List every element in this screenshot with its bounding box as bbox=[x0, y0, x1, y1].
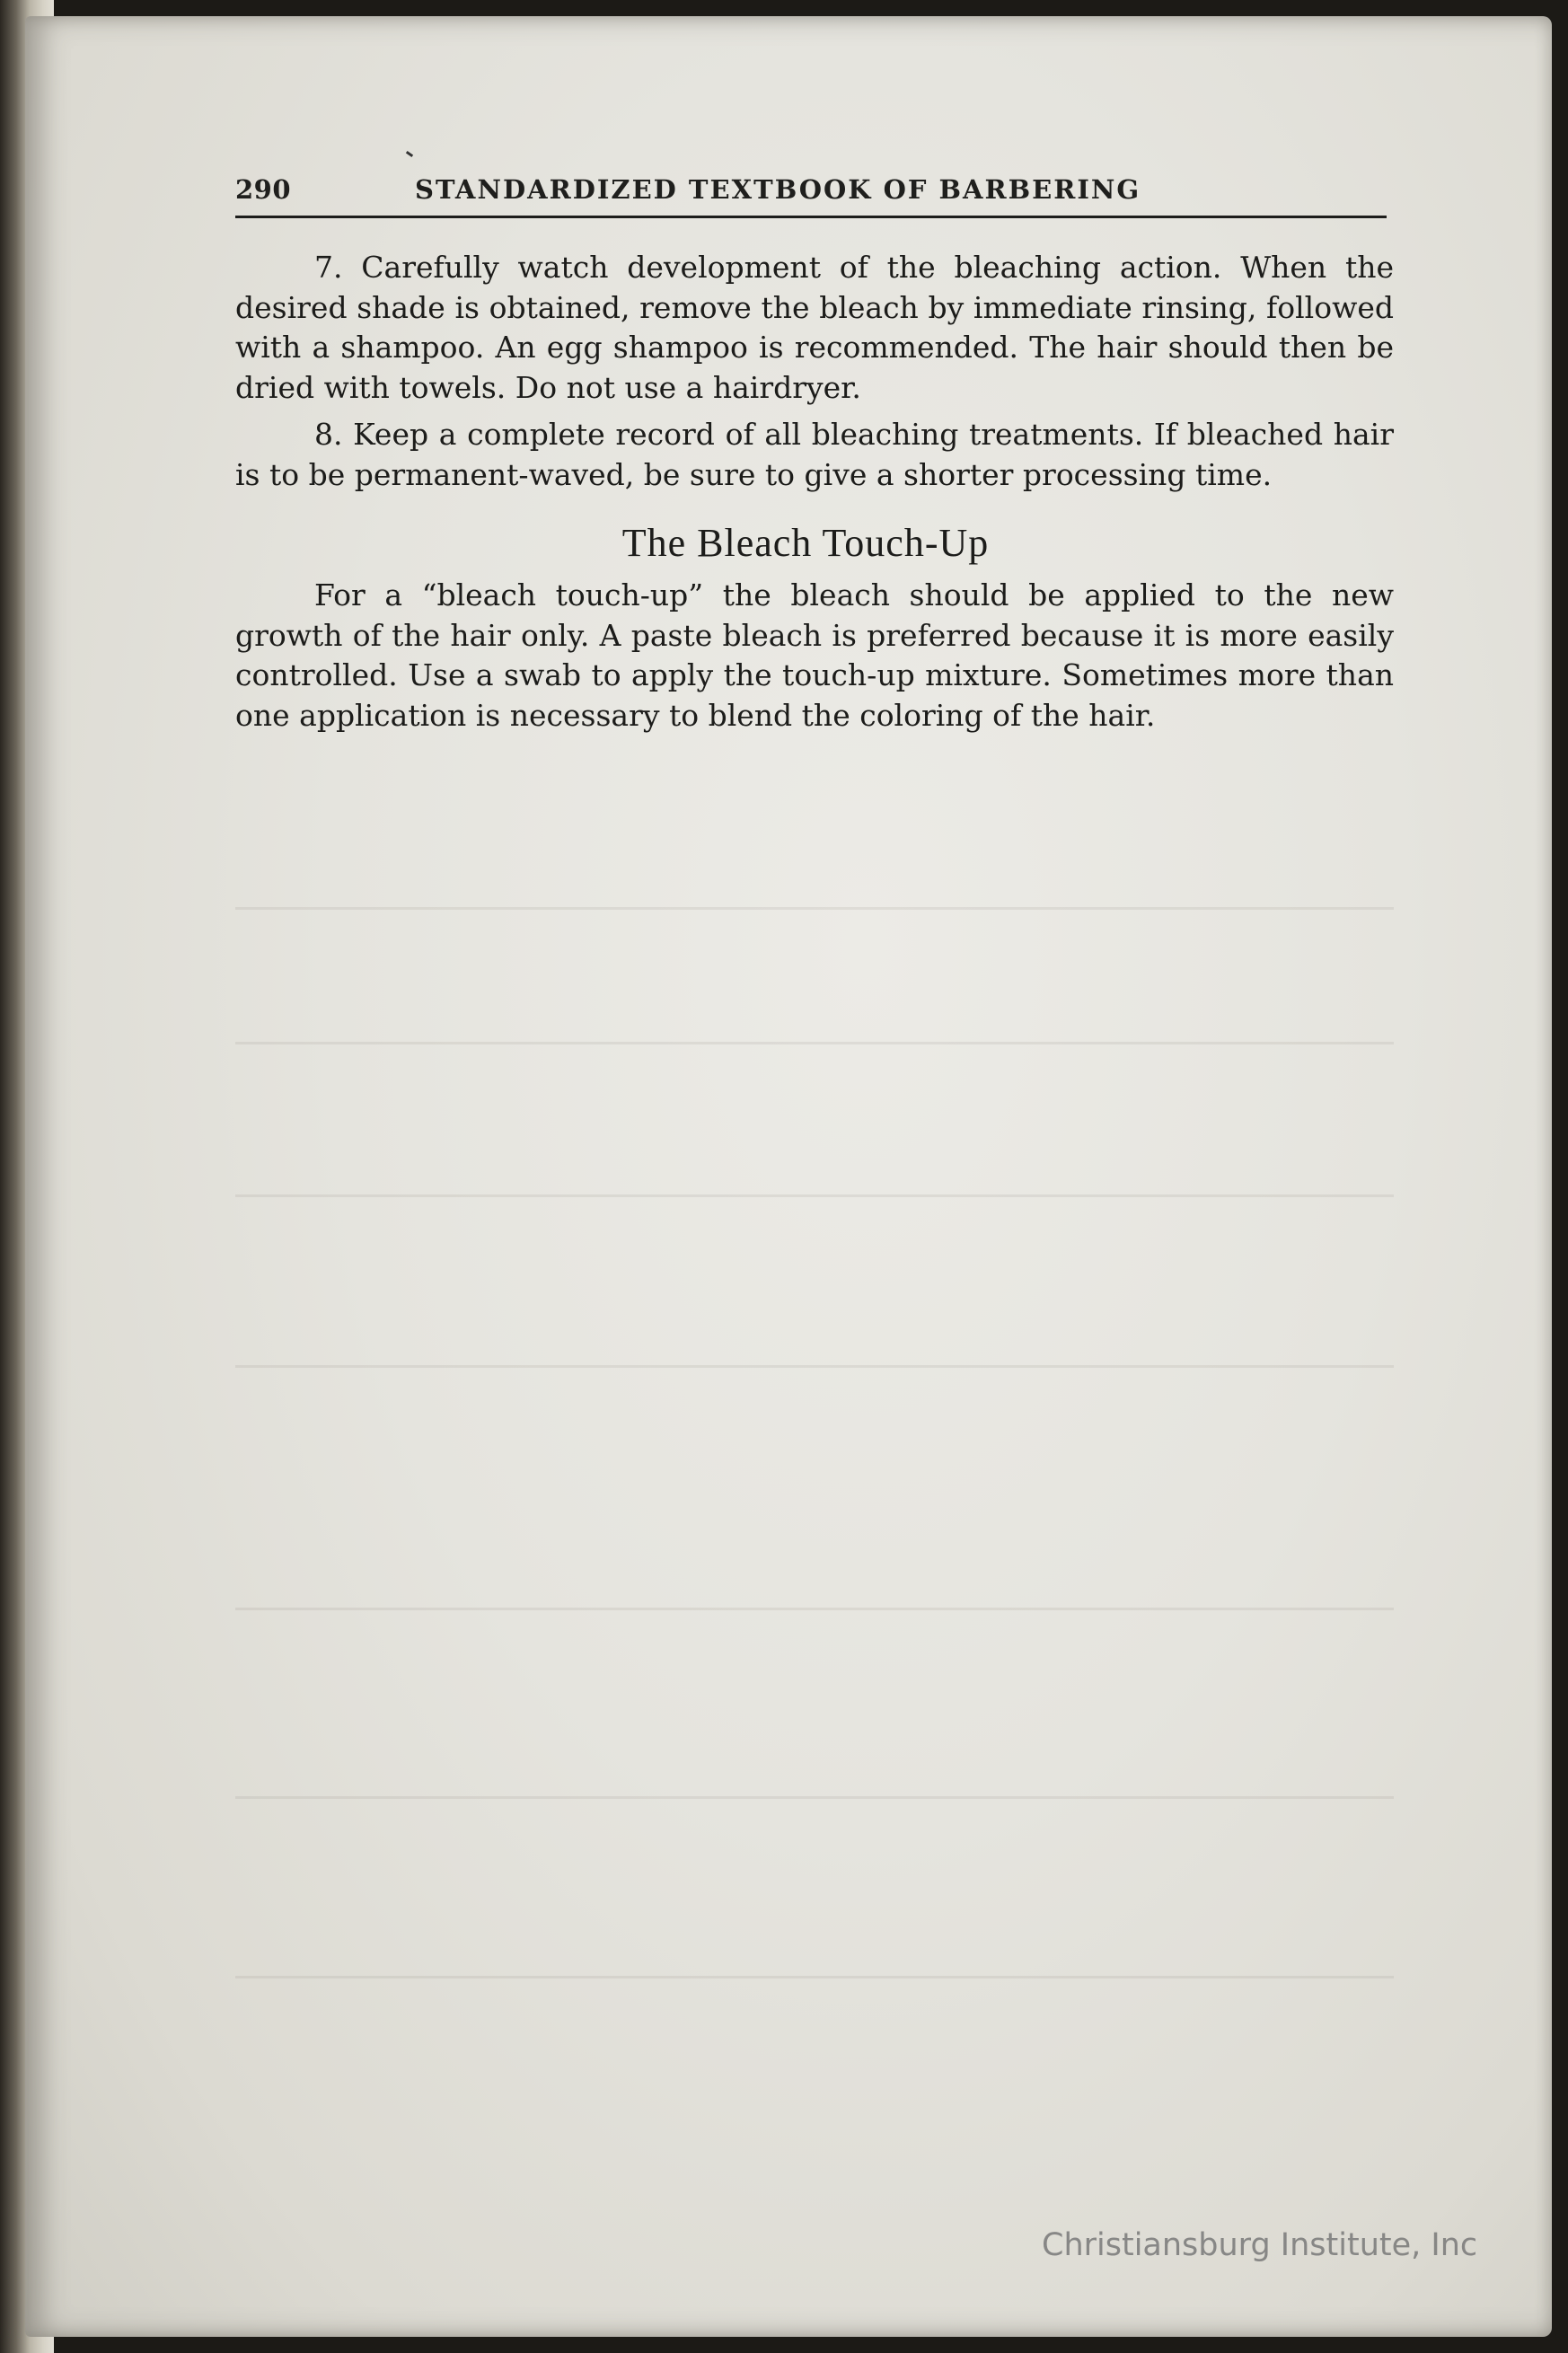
show-through-line bbox=[235, 907, 1394, 910]
page-number: 290 bbox=[235, 174, 292, 205]
watermark: Christiansburg Institute, Inc bbox=[1042, 2227, 1478, 2263]
show-through-line bbox=[235, 1042, 1394, 1044]
paragraph-step-8: 8. Keep a complete record of all bleaching treatments. If bleached hair is to be permanent-waved, be sure to give a shorter processing time. bbox=[235, 417, 1394, 492]
page-header bbox=[235, 172, 1387, 218]
paragraph-step-7: 7. Carefully watch development of the bleaching action. When the desired shade is obtained, remove the bleach by immediate rinsing, followed with a shampoo. An egg shampoo is recommended. The hair should then be dried with towels. Do not use a hairdryer. bbox=[235, 250, 1394, 405]
show-through-line bbox=[235, 1976, 1394, 1978]
show-through-line bbox=[235, 1365, 1394, 1368]
page-body bbox=[235, 248, 1394, 743]
section-paragraph: For a “bleach touch-up” the bleach should be applied to the new growth of the hair only. A paste bleach is preferred because it is more easily controlled. Use a swab to apply the touch-up mixture. Sometimes more than one application is necessary to blend the coloring of the hair. bbox=[235, 577, 1394, 733]
show-through-line bbox=[235, 1194, 1394, 1197]
show-through-line bbox=[235, 1796, 1394, 1799]
section-title: The Bleach Touch-Up bbox=[621, 521, 990, 565]
running-head: STANDARDIZED TEXTBOOK OF BARBERING bbox=[415, 174, 1141, 205]
show-through-line bbox=[235, 1608, 1394, 1610]
